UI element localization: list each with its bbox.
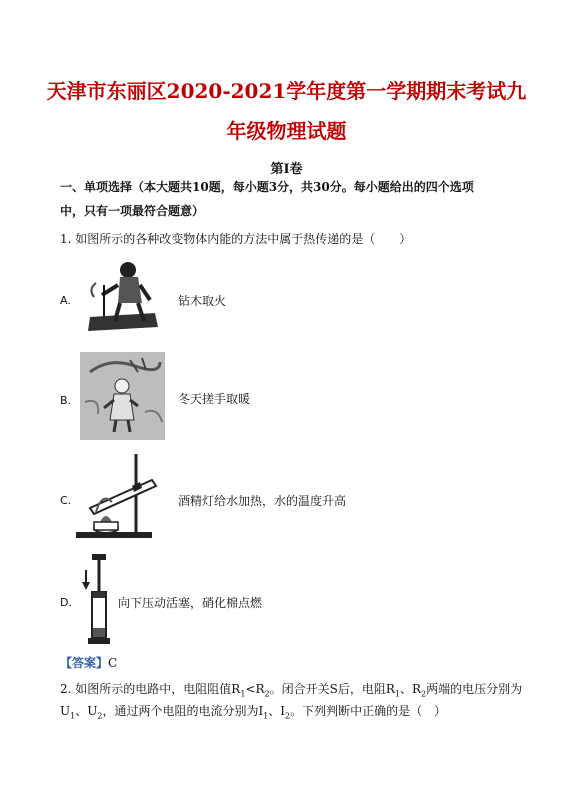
- part1-heading-line1: 一、单项选择（本大题共10题，每小题3分，共30分。每小题给出的四个选项: [60, 180, 474, 194]
- option-b-letter: B.: [60, 394, 72, 407]
- question2-line1: 2. 如图所示的电路中，电阻阻值$R_1<R_2$。闭合开关S后，电阻$R_1$、$R_2$两端的电压分别为: [60, 682, 523, 699]
- answer-value: C: [108, 656, 118, 670]
- question1-answer: [60, 654, 530, 672]
- answer-tag: 【答案】: [60, 656, 109, 670]
- option-a-letter: A.: [60, 294, 71, 307]
- option-b-text: 冬天搓手取暖: [178, 392, 251, 406]
- option-c-letter: C.: [60, 494, 72, 507]
- option-d-text: 向下压动活塞，硝化棉点燃: [118, 596, 263, 610]
- rubbing-hands-image: [80, 352, 165, 440]
- part1-heading-line2: 中，只有一项最符合题意）: [60, 204, 205, 218]
- question2-line2: $U_1$、$U_2$，通过两个电阻的电流分别为$I_1$、$I_2$。下列判断中正确的是（ ）: [60, 704, 447, 721]
- question1-stem: 1. 如图所示的各种改变物体内能的方法中属于热传递的是（ ）: [60, 232, 412, 246]
- option-d-letter: D.: [60, 596, 72, 609]
- exam-title-line2: 年级物理试题: [226, 119, 347, 143]
- option-a-text: 钻木取火: [178, 294, 227, 308]
- drilling-wood-image: [80, 255, 165, 340]
- exam-title-line1: 天津市东丽区2020-2021学年度第一学期期末考试九: [46, 79, 527, 103]
- section-label: 第Ⅰ卷: [270, 162, 303, 177]
- alcohol-lamp-heating-image: [72, 452, 160, 542]
- option-c-text: 酒精灯给水加热，水的温度升高: [178, 494, 347, 508]
- piston-compression-image: [82, 552, 114, 647]
